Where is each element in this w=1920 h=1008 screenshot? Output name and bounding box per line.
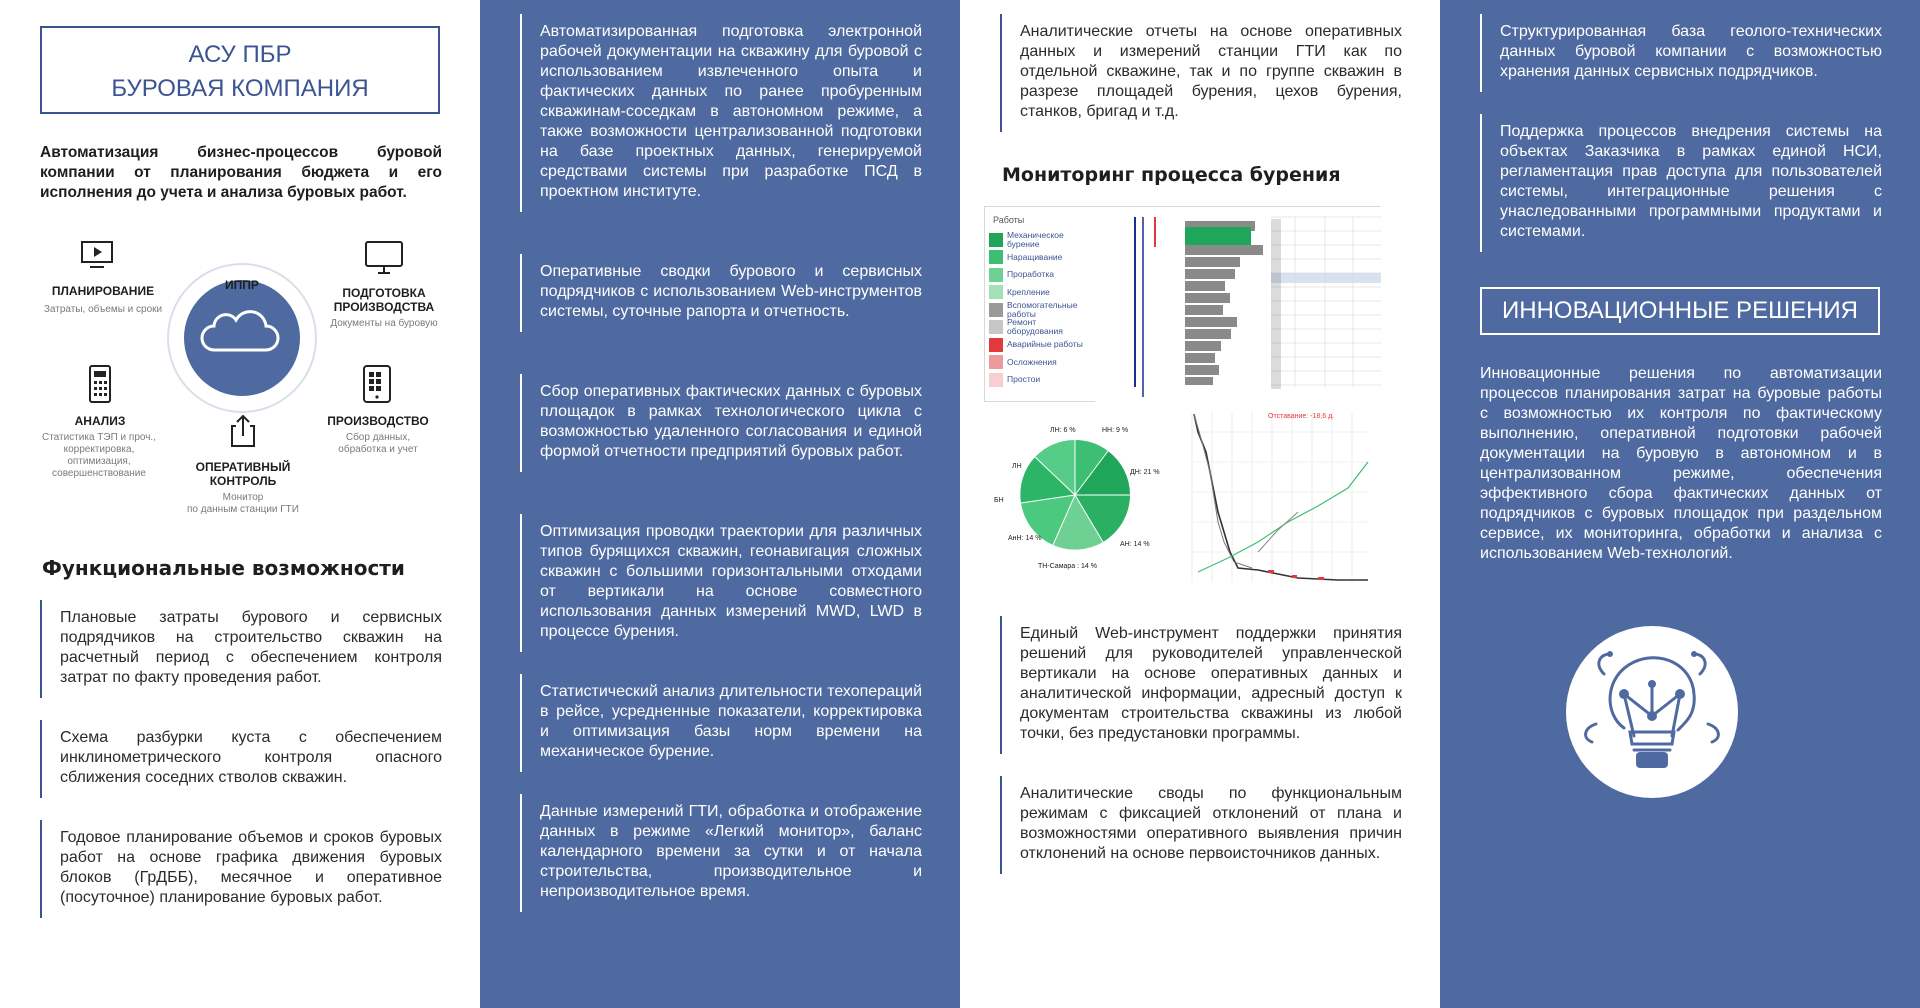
legend-label: Осложнения: [1007, 356, 1057, 367]
cycle-analysis-sub-line2: корректировка,: [63, 444, 135, 455]
doc-block-5: Статистический анализ длительности техопераций в рейсе, усредненные показатели, корректировка и оптимизация базы норм времени на механическое бурение.: [520, 682, 922, 762]
cycle-control-label-line1: ОПЕРАТИВНЫЙ: [195, 460, 291, 474]
cycle-analysis-sub-line4: совершенствование: [52, 468, 146, 479]
cycle-production-sub-line1: Сбор данных,: [345, 432, 411, 443]
webtool-block: Единый Web-инструмент поддержки принятия решений для руководителей управленческой вертикали на основе оперативных данных и аналитической информации, адресный доступ к документам строительства скважины из любой точки, без предустановки программы.: [1000, 624, 1402, 744]
pie-label-2: ДН: 21 %: [1130, 469, 1160, 476]
legend-label: Аварийные работы: [1007, 339, 1083, 350]
cycle-control-sub-line1: Монитор: [222, 492, 264, 503]
legend-swatch: [989, 338, 1003, 352]
legend-label: Проработка: [1007, 269, 1054, 280]
cycle-analysis-sub-line1: Статистика ТЭП и проч.,: [41, 432, 156, 443]
legend-item: [989, 371, 1091, 389]
cycle-analysis-sub: [24, 432, 174, 480]
pie-label-0: ЛН: 6 %: [1050, 427, 1076, 434]
doc-block-3: Сбор оперативных фактических данных с буровых площадок в рамках технологического цикла с возможностью удаленного согласования и единой формой отчетности предприятий буровых работ.: [520, 382, 922, 462]
cycle-production-sub-line2: обработка и учет: [338, 444, 418, 455]
feature-block-1: Плановые затраты бурового и сервисных подрядчиков на строительство скважин на расчетный период с обеспечением контроля затрат по факту проведения работ.: [40, 608, 442, 688]
legend-item: [989, 336, 1091, 354]
legend-label: Вспомогательные работы: [1007, 299, 1078, 319]
cycle-prep-label: [318, 286, 450, 314]
pie-label-7: ТН-Самара : 14 %: [1038, 563, 1097, 570]
title-line-1: АСУ ПБР: [188, 41, 292, 68]
pie-chart: [990, 410, 1160, 580]
legend-item: [989, 231, 1091, 249]
legend-label: Наращивание: [1007, 251, 1063, 262]
pie-label-3: ЛН: [1012, 463, 1022, 470]
share-icon: [228, 412, 258, 448]
legend-item: [989, 354, 1091, 372]
pie-label-5: АнН: 14 %: [1008, 535, 1042, 542]
legend-swatch: [989, 355, 1003, 369]
panel-monitoring: [960, 0, 1440, 1008]
pie-label-4: БН: [994, 497, 1004, 504]
legend-item: [989, 266, 1091, 284]
section-title-features: Функциональные возможности: [42, 556, 405, 580]
lag-label: Отставание: -18,6 д.: [1268, 413, 1335, 420]
cycle-control-label-line2: КОНТРОЛЬ: [209, 474, 277, 488]
doc-block-4: Оптимизация проводки траектории для различных типов бурящихся скважин, геонавигация сложных скважин с большими горизонтальными отходами от вертикали на основе совместного использования данных измерений MWD, LWD в процессе бурения.: [520, 522, 922, 642]
time-depth-chart: [1168, 402, 1380, 590]
cycle-production-sub: [318, 432, 438, 456]
report-block: Аналитические отчеты на основе оперативных данных и измерений станции ГТИ как по отдельной скважине, так и по группе скважин в разрезе площадей бурения, цехов бурения, станков, бригад и т.д.: [1000, 22, 1402, 122]
legend-swatch: [989, 303, 1003, 317]
lightbulb-icon: [1564, 624, 1740, 800]
panel-documentation: [480, 0, 960, 1008]
cycle-control-sub: [163, 492, 323, 516]
pie-label-6: АН: 14 %: [1120, 541, 1150, 548]
cycle-planning-label: ПЛАНИРОВАНИЕ: [51, 284, 155, 298]
cycle-prep-label-line1: ПОДГОТОВКА: [342, 286, 426, 300]
doc-block-2: Оперативные сводки бурового и сервисных подрядчиков с использованием Web-инструментов системы, суточные рапорта и отчетность.: [520, 262, 922, 322]
feature-block-2: Схема разбурки куста с обеспечением инклинометрического контроля опасного сближения соседних стволов скважин.: [40, 728, 442, 788]
cycle-analysis-sub-line3: оптимизация,: [67, 456, 131, 467]
section-title-monitoring: Мониторинг процесса бурения: [1002, 164, 1341, 186]
legend-item: [989, 284, 1091, 302]
depth-chart: [1095, 207, 1381, 403]
monitor-play-icon: [80, 240, 114, 270]
legend-item: [989, 319, 1091, 337]
monitor-icon: [364, 240, 404, 276]
legend-swatch: [989, 268, 1003, 282]
intro-text: Автоматизация бизнес-процессов буровой компании от планирования бюджета и его исполнения до учета и анализа буровых работ.: [40, 144, 442, 201]
legend-swatch: [989, 320, 1003, 334]
cycle-production-label: ПРОИЗВОДСТВО: [327, 414, 429, 428]
cycle-planning-sub: Затраты, объемы и сроки: [43, 304, 163, 315]
cycle-center-label: ИППР: [225, 278, 259, 292]
cycle-control-label: [178, 460, 308, 488]
cycle-prep-label-line2: ПРОИЗВОДСТВА: [333, 300, 435, 314]
legend-label: Механическое бурение: [1007, 229, 1064, 249]
dashboard-top: [984, 206, 1380, 402]
tablet-icon: [362, 364, 392, 404]
legend-item: [989, 249, 1091, 267]
legend-title: Работы: [993, 215, 1025, 225]
innovation-title: ИННОВАЦИОННЫЕ РЕШЕНИЯ: [1480, 287, 1880, 335]
panel-company: [0, 0, 480, 1008]
legend-swatch: [989, 373, 1003, 387]
cycle-prep-sub: Документы на буровую: [330, 318, 438, 329]
innovation-text: Инновационные решения по автоматизации процессов планирования затрат на буровые работы с возможностью их контроля по фактическому выполнению, оперативной подготовки рабочей документации на буровую в автономном и в централизованном режиме, обеспечения эффективного сбора фактических данных от подрядчиков с буровых площадок при раздельном сервисе, их мониторинга, обработки и анализа с использованием Web-технологий.: [1480, 365, 1882, 562]
legend-list: [989, 231, 1091, 389]
cycle-analysis-label: АНАЛИЗ: [74, 414, 126, 428]
legend-item: [989, 301, 1091, 319]
legend-swatch: [989, 250, 1003, 264]
legend-label: Крепление: [1007, 286, 1050, 297]
database-block: Структурированная база геолого-технических данных буровой компании с возможностью хранения данных сервисных подрядчиков.: [1480, 22, 1882, 82]
cycle-control-sub-line2: по данным станции ГТИ: [187, 504, 299, 515]
analytics-block: Аналитические своды по функциональным режимам с фиксацией отклонений от плана и возможностями оперативного выявления причин отклонений на основе первоисточников данных.: [1000, 784, 1402, 864]
legend-label: Ремонт оборудования: [1007, 317, 1063, 337]
legend-swatch: [989, 233, 1003, 247]
legend-label: Простои: [1007, 374, 1041, 385]
feature-block-3: Годовое планирование объемов и сроков буровых работ на основе графика движения буровых блоков (ГрДББ), месячное и оперативное (посуточное) планирование буровых работ.: [40, 828, 442, 908]
support-block: Поддержка процессов внедрения системы на объектах Заказчика в рамках единой НСИ, регламентация прав доступа для пользователей системы, интеграционные решения с унаследованными программными продуктами и системами.: [1480, 122, 1882, 242]
title-line-2: БУРОВАЯ КОМПАНИЯ: [111, 75, 369, 102]
legend-swatch: [989, 285, 1003, 299]
doc-block-6: Данные измерений ГТИ, обработка и отображение данных в режиме «Легкий монитор», баланс календарного времени за сутки и от начала строительства, производительное и непроизводительное время.: [520, 802, 922, 902]
pie-label-1: НН: 9 %: [1102, 427, 1129, 434]
calculator-icon: [88, 364, 112, 404]
doc-block-1: Автоматизированная подготовка электронной рабочей документации на скважину для буровой с использованием извлеченного опыта и фактических данных по ранее пробуренным скважинам-соседкам в автономном режиме, а также возможности централизованной подготовки на базе проектных данных, генерируемой средствами системы при разработке ПСД в проектном институте.: [520, 22, 922, 202]
